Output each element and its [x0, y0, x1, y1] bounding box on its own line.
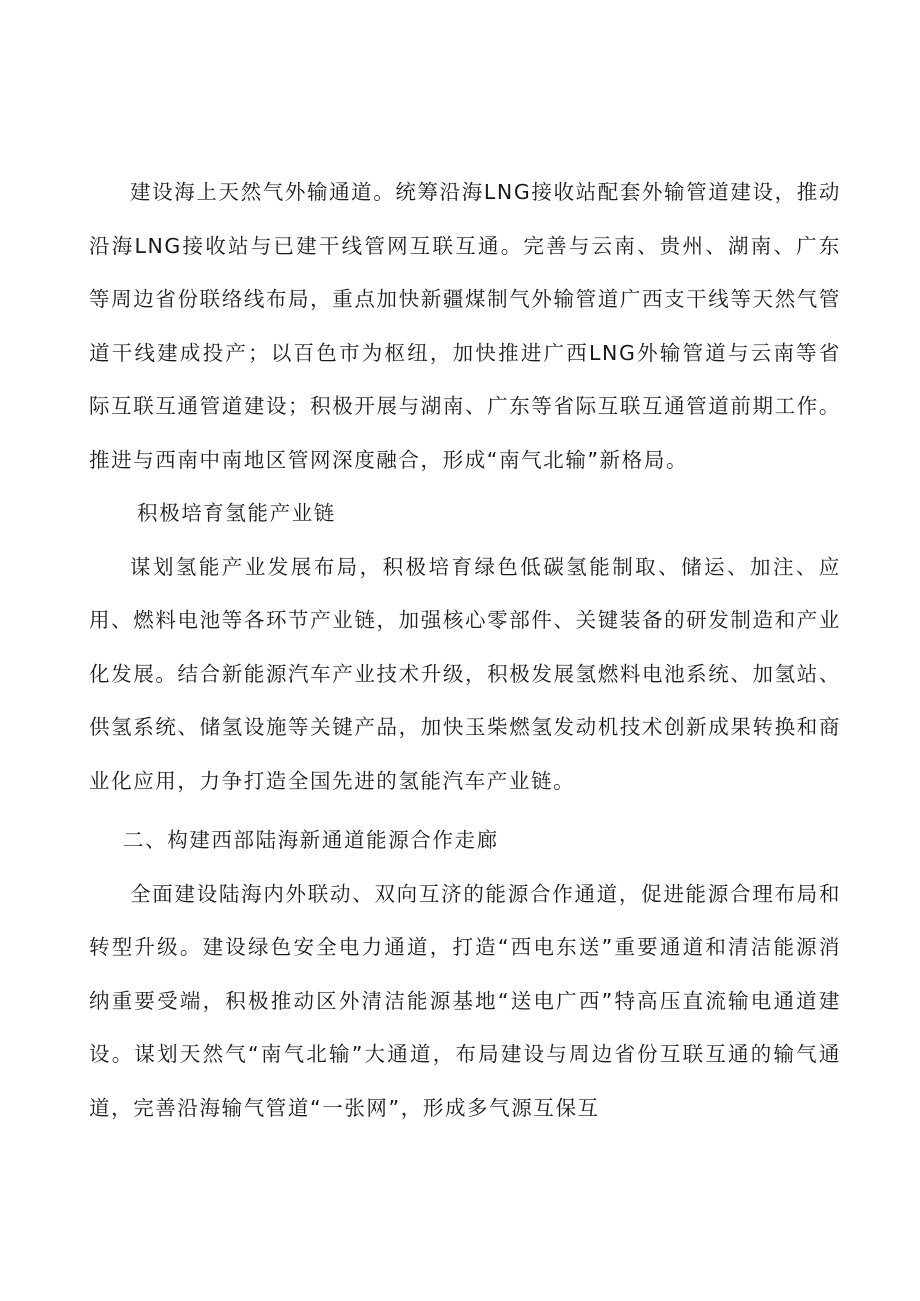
section-heading-energy-corridor: 二、构建西部陆海新通道能源合作走廊: [123, 828, 499, 852]
paragraph-lng-pipeline: 建设海上天然气外输通道。统筹沿海LNG接收站配套外输管道建设，推动沿海LNG接收站与已建干线管网互联互通。完善与云南、贵州、湖南、广东等周边省份联络线布局，重点加快新疆煤制气外输管道广西支干线等天然气管道干线建成投产；以百色市为枢纽，加快推进广西LNG外输管道与云南等省际互联互通管道建设；积极开展与湖南、广东等省际互联互通管道前期工作。推进与西南中南地区管网深度融合，形成“南气北输”新格局。: [89, 180, 841, 472]
document-body: [89, 166, 841, 1135]
paragraph-hydrogen-industry: 谋划氢能产业发展布局，积极培育绿色低碳氢能制取、储运、加注、应用、燃料电池等各环节产业链，加强核心零部件、关键装备的研发制造和产业化发展。结合新能源汽车产业技术升级，积极发展氢燃料电池系统、加氢站、供氢系统、储氢设施等关键产品，加快玉柴燃氢发动机技术创新成果转换和商业化应用，力争打造全国先进的氢能汽车产业链。: [89, 554, 841, 793]
section-heading-hydrogen: 积极培育氢能产业链: [137, 501, 336, 525]
paragraph-energy-corridor: 全面建设陆海内外联动、双向互济的能源合作通道，促进能源合理布局和转型升级。建设绿色安全电力通道，打造“西电东送”重要通道和清洁能源消纳重要受端，积极推动区外清洁能源基地“送电广西”特高压直流输电通道建设。谋划天然气“南气北输”大通道，布局建设与周边省份互联互通的输气通道，完善沿海输气管道“一张网”，形成多气源互保互: [89, 881, 841, 1120]
